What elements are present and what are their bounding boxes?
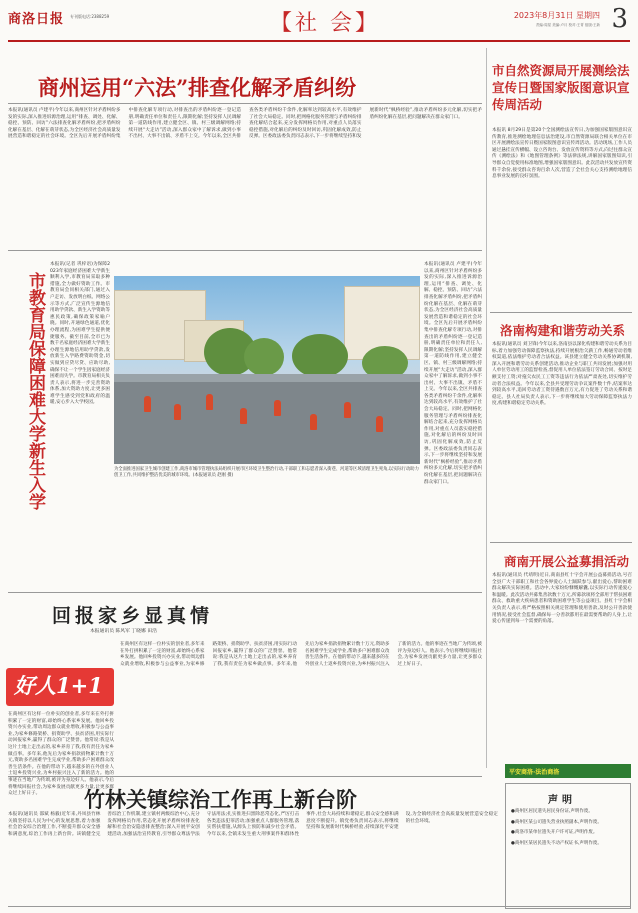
section-headline-haoren: 回报家乡显真情 bbox=[52, 605, 214, 627]
article-body-zhulin: 本报讯(通讯员 邵斌 杨毅)近年来,丹凤县竹林关镇坚持以人民为中心的发展思想,着力加强社会治安综合治理工作,不断提升群众安全感和满意度,综治工作再上新台阶。该镇健全完善综治工作机制,建立镇村两级综治中心,充分发挥网格员作用,常态化开展矛盾纠纷排查化解和社会治安隐患排查整治;深入开展平安创建活动,加强法治宣传教育,引导群众尊法学法守法用法;扎实推进扫黑除恶常态化,严厉打击各类违法犯罪活动;加强重点人群服务管理,落实帮扶措施,从源头上预防和减少社会矛盾。今年以来,全镇未发生重大刑事案件和群体性事件,社会大局持续和谐稳定,群众安全感和满意度不断提升。镇党委负责同志表示,将继续坚持和发展新时代枫桥经验,持续深化平安建设,为全镇经济社会高质量发展营造安全稳定的社会环境。 bbox=[8, 812, 498, 837]
haoren-badge bbox=[6, 668, 114, 706]
divider bbox=[8, 776, 482, 777]
notice-body bbox=[511, 809, 627, 847]
article-body-ziyuan: 本报讯 8月29日是第20个全国测绘法宣传日,为加强国家版图意识宣传教育,推进测绘地理信息法治建设,市自然资源局联合相关单位在市区开展测绘法宣传日暨国家版图意识宣传周活动。活动现场,工作人员通过悬挂宣传横幅、设立咨询台、发放宣传资料等方式,向过往群众宣传《测绘法》和《地图管理条例》等法律法规,讲解国家版图知识,引导群众自觉使用标准地图,增强国家版图意识。此次活动共发放宣传资料千余份,接受群众咨询百余人次,营造了全社会关心支持测绘地理信息事业发展的良好氛围。 bbox=[492, 128, 632, 180]
notice-item: ●商州区某居民遗失不动产权证书,声明作废。 bbox=[511, 840, 602, 846]
headline-gongyi: 商南开展公益募捐活动 bbox=[504, 554, 630, 569]
news-photo bbox=[114, 276, 420, 464]
article-body-liujue: 本报讯(通讯员 卢建平)今年以来,商州区针对矛盾纠纷多发的实际,深入推进诉源治理,运用“排查、调处、化解、稳控、预防、回访”六法排查化解矛盾纠纷,把矛盾纠纷化解在基层、化解在萌芽状态,为全区经济社会高质量发展营造和谐稳定的社会环境。全区先后开展矛盾纠纷集中排查化解专项行动,对排查出的矛盾纠纷逐一登记造册,明确责任单位和责任人,限期化解;坚持发挥人民调解第一道防线作用,建立健全区、镇、村三级调解网络;持续开展“大走访”活动,深入群众家中了解诉求,做到小事不出村、大事不出镇、矛盾不上交。今年以来,全区共排查各类矛盾纠纷千余件,化解率达到较高水平,有效维护了社会大局稳定。同时,把网格化服务管理与矛盾纠纷排查化解结合起来,充分发挥网格员作用,对重点人员落实稳控措施,对化解后的纠纷及时回访,巩固化解成效,防止反弹。区委政法委负责同志表示,下一步将继续坚持和发展新时代“枫桥经验”,推动矛盾纠纷多元化解,切实把矛盾纠纷化解在基层,把问题解决在群众家门口。 bbox=[8, 108, 482, 140]
headline-jiaoyu: 市教育局保障困难大学新生入学 bbox=[25, 272, 45, 510]
divider bbox=[8, 592, 482, 593]
headline-hexie: 洛南构建和谐劳动关系 bbox=[500, 323, 626, 338]
photo-caption: 为全面推进国家卫生城市创建工作,商洛市城市管理执法局组织开展市区环境卫生整治行动,干部职工和志愿者深入街巷、河道等区域清理卫生死角,以实际行动助力创卫工作,共同维护整洁优美的城市环境。(本报通讯员 赵刚 摄) bbox=[114, 467, 419, 479]
safety-banner: 平安商洛·法治商洛 bbox=[505, 764, 631, 778]
column-divider bbox=[486, 48, 487, 768]
article-body-liujue-cont: 本报讯(通讯员 卢建平)今年以来,商州区针对矛盾纠纷多发的实际,深入推进诉源治理,运用“排查、调处、化解、稳控、预防、回访”六法排查化解矛盾纠纷,把矛盾纠纷化解在基层、化解在萌芽状态,为全区经济社会高质量发展营造和谐稳定的社会环境。全区先后开展矛盾纠纷集中排查化解专项行动,对排查出的矛盾纠纷逐一登记造册,明确责任单位和责任人,限期化解;坚持发挥人民调解第一道防线作用,建立健全区、镇、村三级调解网络;持续开展“大走访”活动,深入群众家中了解诉求,做到小事不出村、大事不出镇、矛盾不上交。今年以来,全区共排查各类矛盾纠纷千余件,化解率达到较高水平,有效维护了社会大局稳定。同时,把网格化服务管理与矛盾纠纷排查化解结合起来,充分发挥网格员作用,对重点人员落实稳控措施,对化解后的纠纷及时回访,巩固化解成效,防止反弹。区委政法委负责同志表示,下一步将继续坚持和发展新时代“枫桥经验”,推动矛盾纠纷多元化解,切实把矛盾纠纷化解在基层,把问题解决在群众家门口。 bbox=[424, 262, 482, 485]
notice-item: ●商州区某公司遗失营业执照副本,声明作废。 bbox=[511, 819, 602, 825]
issue-date: 2023年8月31日 星期四 bbox=[513, 11, 600, 20]
headline-zhulin: 竹林关镇综治工作再上新台阶 bbox=[84, 787, 357, 812]
page-number: 3 bbox=[611, 4, 628, 34]
headline-ziyuan: 市自然资源局开展测绘法宣传日暨国家版图意识宣传周活动 bbox=[492, 63, 630, 112]
divider bbox=[8, 250, 482, 251]
notice-title: 声明 bbox=[548, 795, 576, 806]
notice-item: ●商洛市某单位遗失开户许可证,声明作废。 bbox=[511, 830, 598, 835]
divider bbox=[490, 542, 632, 543]
article-body-gongyi: 本报讯(通讯员 代靖明)近日,商南县红十字会开展公益募捐活动,号召全县广大干部职工和社会各界爱心人士踊跃参与,献出爱心,帮助困难群众解决实际困难。活动中,大家纷纷慷慨解囊,以实际行动传递爱心和温暖。此次活动共募集善款数十万元,所募款项将全部用于帮扶困难群众、救助重大疾病患者和资助困难学生等公益项目。县红十字会相关负责人表示,将严格按照相关规定管理和使用善款,及时公开善款使用情况,接受社会监督,确保每一分善款都用在最需要帮助的人身上,让爱心传递到每一个需要的角落。 bbox=[492, 573, 632, 625]
editors-line: 责编:周星 美编:卢月 校对:王青 组版:王新 bbox=[535, 23, 600, 27]
article-body-jiaoyu: 本报讯(记者 巩梓语)为保障2023年家庭经济困难大学新生顺利入学,市教育局采取多种措施,全力做好资助工作。市教育局会同相关部门,通过入户走访、发放明白纸、网络公示等方式,广泛宣传生源地信用助学贷款、新生入学资助等惠民政策,确保政策家喻户晓。同时,开通绿色通道,优化办理流程,为困难学生提供便捷服务。截至目前,全市已为数千名家庭经济困难大学新生办理生源地信用助学贷款,发放新生入学路费资助资金,切实做到应贷尽贷、应助尽助,确保不让一个学生因家庭经济困难而失学。市教育局相关负责人表示,将进一步完善资助体系,加大资助力度,让更多困难学生感受到党和政府的温暖,安心步入大学校园。 bbox=[50, 262, 110, 406]
footer-rule bbox=[8, 906, 630, 907]
newspaper-logo: 商洛日报 bbox=[8, 12, 65, 27]
headline-liujue: 商州运用“六法”排查化解矛盾纠纷 bbox=[38, 75, 357, 100]
haoren-badge-text: 好人1+1 bbox=[14, 673, 103, 698]
section-title: 【社 会】 bbox=[270, 11, 380, 36]
article-body-hexie: 本报讯(通讯员 刘卫锋)今年以来,洛南县以深化构建和谐劳动关系为目标,着力加强劳动保障监察执法,持续开展根治欠薪工作,畅通劳动者维权渠道,依法维护劳动者合法权益。该县建立健全劳动关系协调机制,深入开展和谐劳动关系创建活动,推动企业与职工共同发展;加强对用人单位劳动用工的监督检查,督促用人单位依法签订劳动合同、按时足额支付工资;对拖欠农民工工资等违法行为依法严肃查处,切实维护劳动者合法权益。今年以来,全县共受理劳动争议案件数十件,结案率达到较高水平,追回劳动者工资待遇数百万元,有力促进了劳动关系和谐稳定。县人社局负责人表示,下一步将继续加大劳动保障监察执法力度,构建和谐稳定劳动关系。 bbox=[492, 342, 632, 407]
divider bbox=[8, 103, 482, 104]
logo-subtitle: 专刊版电话:2388259 bbox=[70, 14, 110, 19]
notice-box bbox=[505, 783, 631, 909]
article-body-haoren: 在商州区有这样一位朴实的创业者,多年来在外打拼积累了一定的财富,却始终心系家乡发展。他回乡投资兴办实业,带动周边群众就业增收,积极参与公益事业,为家乡修路架桥、捐资助学、扶贫济困,用实际行动回报家乡,赢得了群众的广泛赞誉。他常说:我是从这片土地上走出去的,家乡养育了我,我有责任为家乡做点事。多年来,他先后为家乡捐款捐物累计数十万元,资助多名困难学生完成学业,帮助多户困难群众改善生活条件。在他的带动下,越来越多的在外创业人士返乡投资兴业,为乡村振兴注入了新的活力。他的事迹在当地广为传颂,被评为身边好人。他表示,今后将继续回报社会,为家乡发展贡献更多力量,让更多群众过上好日子。 bbox=[120, 642, 482, 667]
haoren-authors: 本报通讯员 陈风军 丁晓娜 田浩 bbox=[90, 629, 157, 634]
article-body-haoren-a: 在商州区有这样一位朴实的创业者,多年来在外打拼积累了一定的财富,却始终心系家乡发展。他回乡投资兴办实业,带动周边群众就业增收,积极参与公益事业,为家乡修路架桥、捐资助学、扶贫济困,用实际行动回报家乡,赢得了群众的广泛赞誉。他常说:我是从这片土地上走出去的,家乡养育了我,我有责任为家乡做点事。多年来,他先后为家乡捐款捐物累计数十万元,资助多名困难学生完成学业,帮助多户困难群众改善生活条件。在他的带动下,越来越多的在外创业人士返乡投资兴业,为乡村振兴注入了新的活力。他的事迹在当地广为传颂,被评为身边好人。他表示,今后将继续回报社会,为家乡发展贡献更多力量,让更多群众过上好日子。 bbox=[8, 712, 114, 797]
divider bbox=[490, 312, 632, 313]
notice-item: ●商州区居民遗失居民身份证,声明作废。 bbox=[511, 809, 593, 814]
masthead bbox=[8, 4, 630, 42]
